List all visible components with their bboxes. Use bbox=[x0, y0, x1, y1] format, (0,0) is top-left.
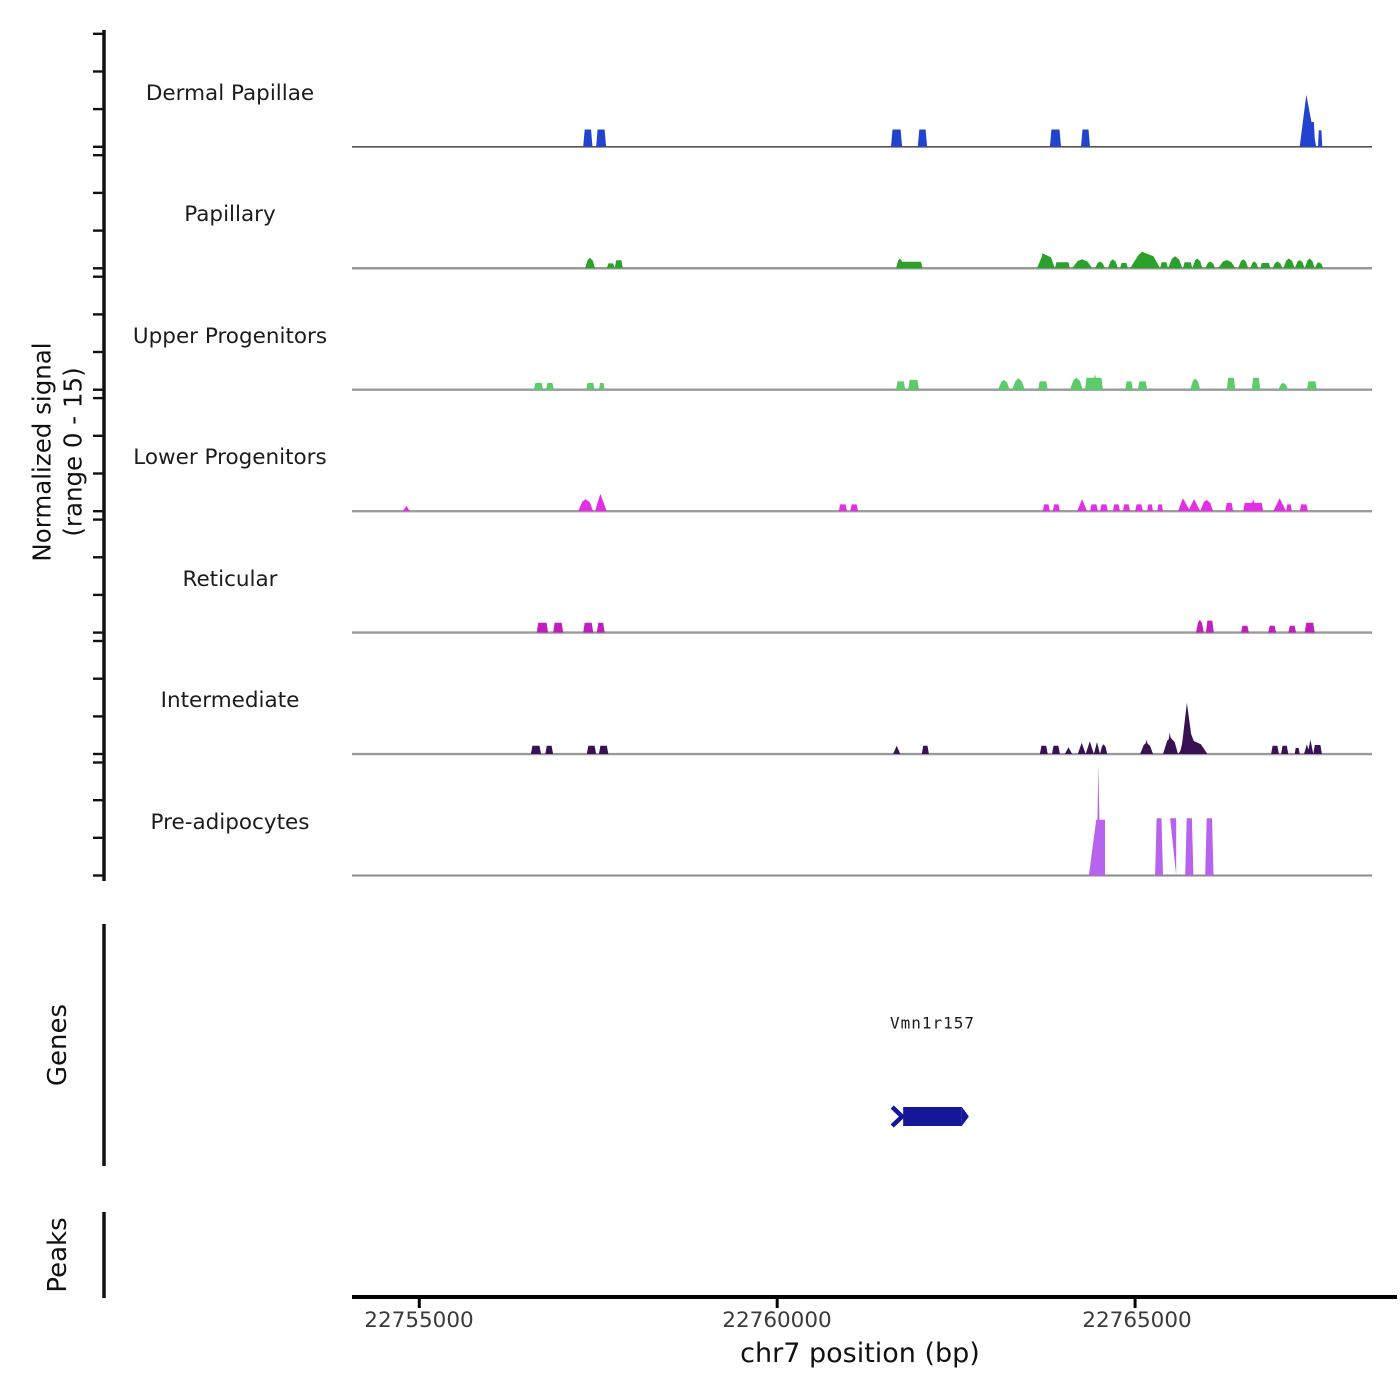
signal-peak bbox=[1055, 262, 1070, 268]
signal-peak bbox=[599, 746, 608, 754]
signal-peak bbox=[1295, 748, 1300, 754]
signal-peak bbox=[1108, 259, 1118, 268]
signal-peak bbox=[578, 499, 593, 511]
signal-peak bbox=[1120, 263, 1128, 268]
signal-peak bbox=[1090, 504, 1098, 511]
signal-peak bbox=[1190, 378, 1200, 389]
signal-peak bbox=[850, 504, 858, 511]
track-peaks-papillary bbox=[585, 252, 1323, 269]
peaks-section-label: Peaks bbox=[43, 1217, 73, 1293]
x-tick-label-22765000: 22765000 bbox=[1082, 1308, 1192, 1333]
track-peaks-pre-adipocytes bbox=[1089, 765, 1214, 876]
signal-peak bbox=[899, 262, 923, 269]
signal-peak bbox=[545, 746, 553, 754]
signal-axis-title bbox=[27, 342, 88, 561]
signal-peak bbox=[998, 380, 1010, 390]
signal-peak bbox=[1196, 620, 1204, 633]
signal-peak bbox=[597, 623, 605, 633]
signal-peak bbox=[1038, 381, 1048, 389]
signal-peak bbox=[1318, 130, 1322, 147]
signal-peak bbox=[1086, 741, 1094, 754]
signal-peak bbox=[1065, 747, 1072, 754]
signal-peak bbox=[1157, 504, 1163, 511]
track-peaks-reticular bbox=[537, 620, 1315, 633]
signal-peak bbox=[1227, 378, 1236, 390]
signal-peak bbox=[599, 383, 605, 390]
track-peaks-dermal-papillae bbox=[583, 95, 1322, 147]
signal-peak bbox=[1260, 263, 1270, 268]
signal-peak bbox=[1170, 818, 1176, 875]
signal-peak bbox=[1078, 743, 1086, 754]
track-label-upper-progenitors: Upper Progenitors bbox=[132, 323, 328, 349]
signal-peak bbox=[893, 746, 900, 754]
signal-peak bbox=[537, 623, 548, 633]
signal-peak bbox=[1278, 383, 1288, 390]
signal-peak bbox=[1052, 746, 1060, 754]
signal-peak bbox=[1077, 499, 1087, 511]
signal-peak bbox=[1238, 259, 1248, 268]
signal-peak bbox=[1100, 504, 1108, 511]
signal-peak bbox=[1183, 262, 1192, 268]
track-peaks-upper-progenitors bbox=[534, 374, 1317, 390]
signal-peak bbox=[1138, 381, 1147, 389]
signal-peak bbox=[583, 130, 592, 147]
signal-peak bbox=[1100, 744, 1107, 754]
signal-peak bbox=[908, 380, 919, 390]
signal-peak bbox=[1147, 504, 1153, 511]
signal-peak bbox=[1070, 378, 1083, 390]
x-tick-label-22755000: 22755000 bbox=[364, 1308, 474, 1333]
signal-peak bbox=[1095, 262, 1105, 269]
signal-peak bbox=[1155, 818, 1163, 875]
signal-peak bbox=[839, 504, 847, 511]
signal-peak bbox=[1125, 381, 1133, 389]
signal-peak bbox=[607, 263, 615, 268]
gene-body bbox=[903, 1107, 962, 1126]
signal-peak bbox=[1307, 381, 1317, 389]
signal-peak bbox=[615, 260, 623, 268]
signal-peak bbox=[891, 130, 902, 147]
gene-glyph-vmn1r157 bbox=[892, 1107, 969, 1126]
signal-peak bbox=[1250, 262, 1258, 269]
signal-peak bbox=[596, 130, 606, 147]
track-label-intermediate: Intermediate bbox=[160, 688, 300, 714]
signal-peak bbox=[546, 383, 554, 390]
signal-peak bbox=[1286, 504, 1292, 511]
signal-peak bbox=[1012, 378, 1025, 389]
track-label-pre-adipocytes: Pre-adipocytes bbox=[150, 809, 310, 835]
signal-peak bbox=[1072, 259, 1092, 268]
signal-peak bbox=[1308, 740, 1314, 754]
signal-peak bbox=[1205, 262, 1215, 269]
gene-name-label: Vmn1r157 bbox=[889, 1013, 976, 1033]
genes-section-label: Genes bbox=[43, 1003, 73, 1087]
signal-peak bbox=[587, 746, 596, 754]
signal-peak bbox=[1205, 818, 1213, 875]
signal-peak bbox=[583, 623, 593, 633]
signal-peak bbox=[1178, 498, 1190, 511]
signal-peak bbox=[1206, 621, 1214, 633]
signal-peak bbox=[1043, 504, 1050, 511]
signal-peak bbox=[586, 383, 595, 390]
signal-peak bbox=[553, 623, 563, 633]
signal-peak bbox=[1273, 498, 1286, 511]
track-peaks-lower-progenitors bbox=[403, 494, 1308, 511]
signal-peak bbox=[918, 130, 927, 147]
signal-axis-title-line1: Normalized signal bbox=[27, 342, 57, 562]
signal-peak bbox=[1050, 130, 1061, 147]
signal-peak bbox=[1283, 259, 1295, 269]
signal-peak bbox=[1313, 745, 1322, 754]
signal-peak bbox=[1218, 260, 1235, 268]
signal-peak bbox=[1040, 746, 1048, 754]
signal-peak bbox=[1200, 500, 1213, 511]
x-tick-label-22760000: 22760000 bbox=[722, 1308, 832, 1333]
signal-peak bbox=[1053, 504, 1060, 511]
signal-peak bbox=[1037, 253, 1055, 268]
gene-arrow-tip-icon bbox=[962, 1107, 969, 1126]
signal-peak bbox=[1168, 256, 1182, 268]
signal-peak bbox=[1225, 503, 1233, 511]
signal-peak bbox=[531, 746, 541, 754]
signal-peak bbox=[1252, 378, 1261, 390]
signal-peak bbox=[1315, 262, 1324, 268]
signal-peak bbox=[1094, 742, 1100, 754]
signal-peak bbox=[1300, 504, 1308, 511]
signal-peak bbox=[1185, 818, 1193, 875]
signal-peak bbox=[1268, 626, 1276, 633]
signal-peak bbox=[896, 381, 905, 389]
signal-peak bbox=[1305, 259, 1315, 269]
signal-peak bbox=[595, 494, 607, 511]
track-label-papillary: Papillary bbox=[184, 202, 276, 228]
signal-peak bbox=[1273, 262, 1283, 269]
signal-axis-title-line2: (range 0 - 15) bbox=[58, 367, 87, 537]
signal-peak bbox=[922, 746, 929, 754]
signal-peak bbox=[1288, 626, 1296, 633]
signal-peak bbox=[1295, 260, 1305, 268]
signal-peak bbox=[585, 258, 595, 269]
signal-peak bbox=[1271, 746, 1279, 754]
signal-peak bbox=[1081, 130, 1090, 147]
signal-peak bbox=[1241, 626, 1249, 633]
signal-peak bbox=[403, 506, 410, 511]
x-axis-title: chr7 position (bp) bbox=[740, 1338, 980, 1369]
signal-peak bbox=[1188, 499, 1200, 511]
track-label-dermal-papillae: Dermal Papillae bbox=[145, 80, 315, 106]
track-label-lower-progenitors: Lower Progenitors bbox=[133, 445, 327, 471]
signal-peak bbox=[1135, 504, 1143, 511]
signal-peak bbox=[1181, 703, 1194, 754]
track-peaks-intermediate bbox=[531, 703, 1322, 754]
signal-peak bbox=[1281, 746, 1288, 754]
signal-peak bbox=[1192, 259, 1202, 269]
signal-peak bbox=[1305, 623, 1315, 633]
signal-peak bbox=[1130, 252, 1160, 269]
signal-peak bbox=[1160, 262, 1168, 268]
signal-peak bbox=[534, 383, 543, 390]
track-label-reticular: Reticular bbox=[182, 566, 278, 592]
gene-strand-chevron-icon bbox=[892, 1107, 902, 1126]
signal-peak bbox=[1123, 504, 1130, 511]
signal-peak bbox=[1113, 504, 1120, 511]
